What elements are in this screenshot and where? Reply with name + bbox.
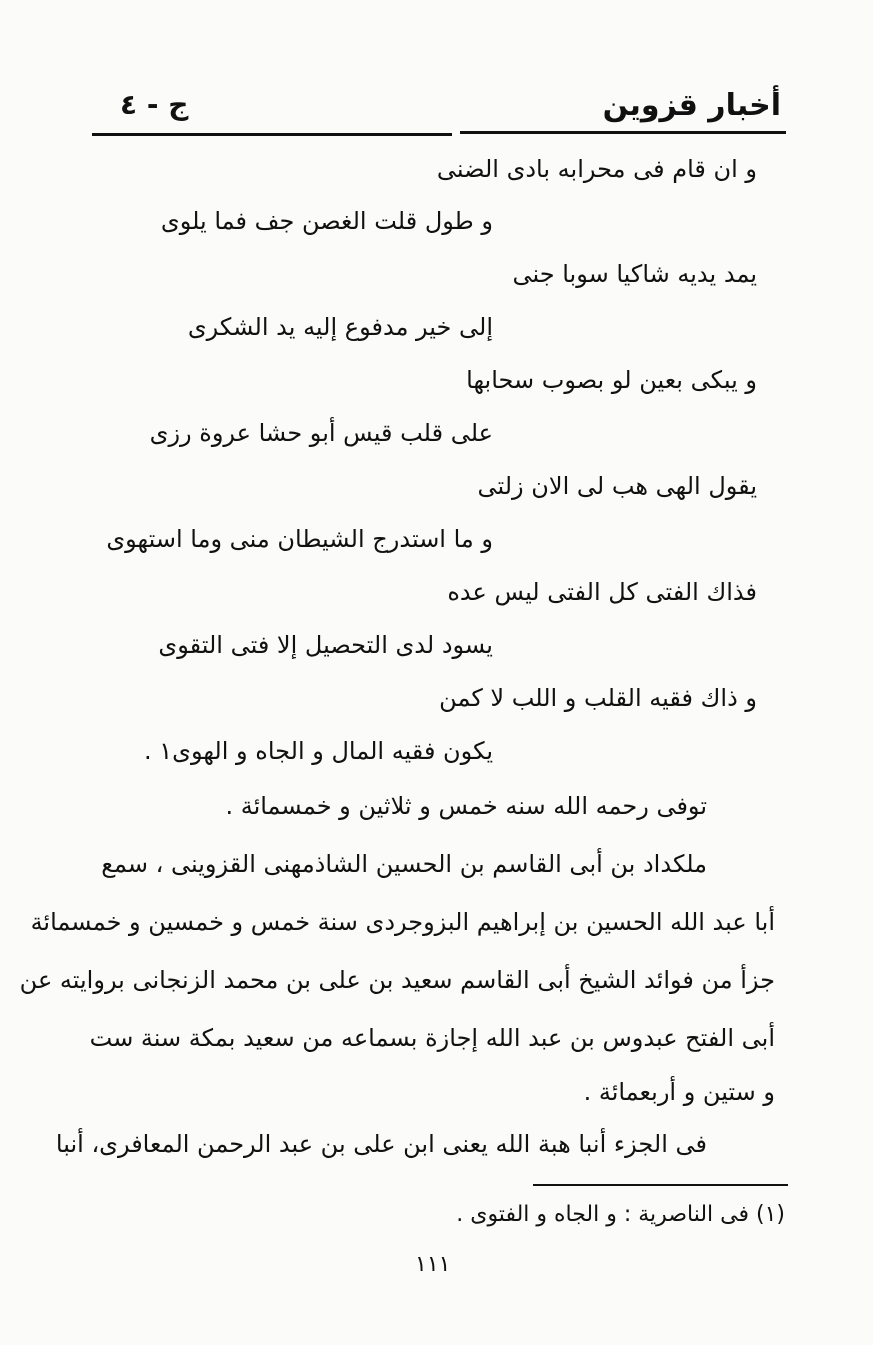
verse-line: و ما استدرج الشيطان منى وما استهوى <box>106 525 493 553</box>
footnote-rule <box>533 1184 788 1186</box>
prose-line: جزأ من فوائد الشيخ أبى القاسم سعيد بن على بن محمد الزنجانى بروايته عن <box>19 966 775 994</box>
verse-line: يكون فقيه المال و الجاه و الهوى١ . <box>144 737 493 765</box>
header-rule-left <box>92 133 452 136</box>
death-note: توفى رحمه الله سنه خمس و ثلاثين و خمسمائة . <box>225 792 707 820</box>
verse-line: إلى خير مدفوع إليه يد الشكرى <box>187 313 493 341</box>
verse-line: و ذاك فقيه القلب و اللب لا كمن <box>439 684 757 712</box>
page-number: ١١١ <box>415 1252 451 1277</box>
volume-label: ج - ٤ <box>120 88 189 121</box>
verse-line: فذاك الفتى كل الفتى ليس عده <box>447 578 757 606</box>
footnote: (١) فى الناصرية : و الجاه و الفتوى . <box>456 1202 785 1227</box>
running-title: أخبار قزوين <box>602 88 781 123</box>
prose-line: أبى الفتح عبدوس بن عبد الله إجازة بسماعه من سعيد بمكة سنة ست <box>89 1024 775 1052</box>
prose-line: أبا عبد الله الحسين بن إبراهيم البزوجردى سنة خمس و خمسين و خمسمائة <box>30 908 775 936</box>
prose-line: و ستين و أربعمائة . <box>583 1078 775 1106</box>
verse-line: يمد يديه شاكيا سوبا جنى <box>512 260 757 288</box>
verse-line: يسود لدى التحصيل إلا فتى التقوى <box>158 631 493 659</box>
verse-line: و ان قام فى محرابه بادى الضنى <box>436 155 757 183</box>
prose-line: ملكداد بن أبى القاسم بن الحسين الشاذمهنى القزوينى ، سمع <box>101 850 707 878</box>
prose-line: فى الجزء أنبا هبة الله يعنى ابن على بن عبد الرحمن المعافرى، أنبا <box>55 1130 707 1158</box>
verse-line: يقول الهى هب لى الان زلتى <box>477 472 757 500</box>
header-rule-right <box>460 131 786 134</box>
verse-line: و طول قلت الغصن جف فما يلوى <box>160 207 493 235</box>
verse-line: و يبكى بعين لو بصوب سحابها <box>466 366 757 394</box>
verse-line: على قلب قيس أبو حشا عروة رزى <box>149 419 493 447</box>
